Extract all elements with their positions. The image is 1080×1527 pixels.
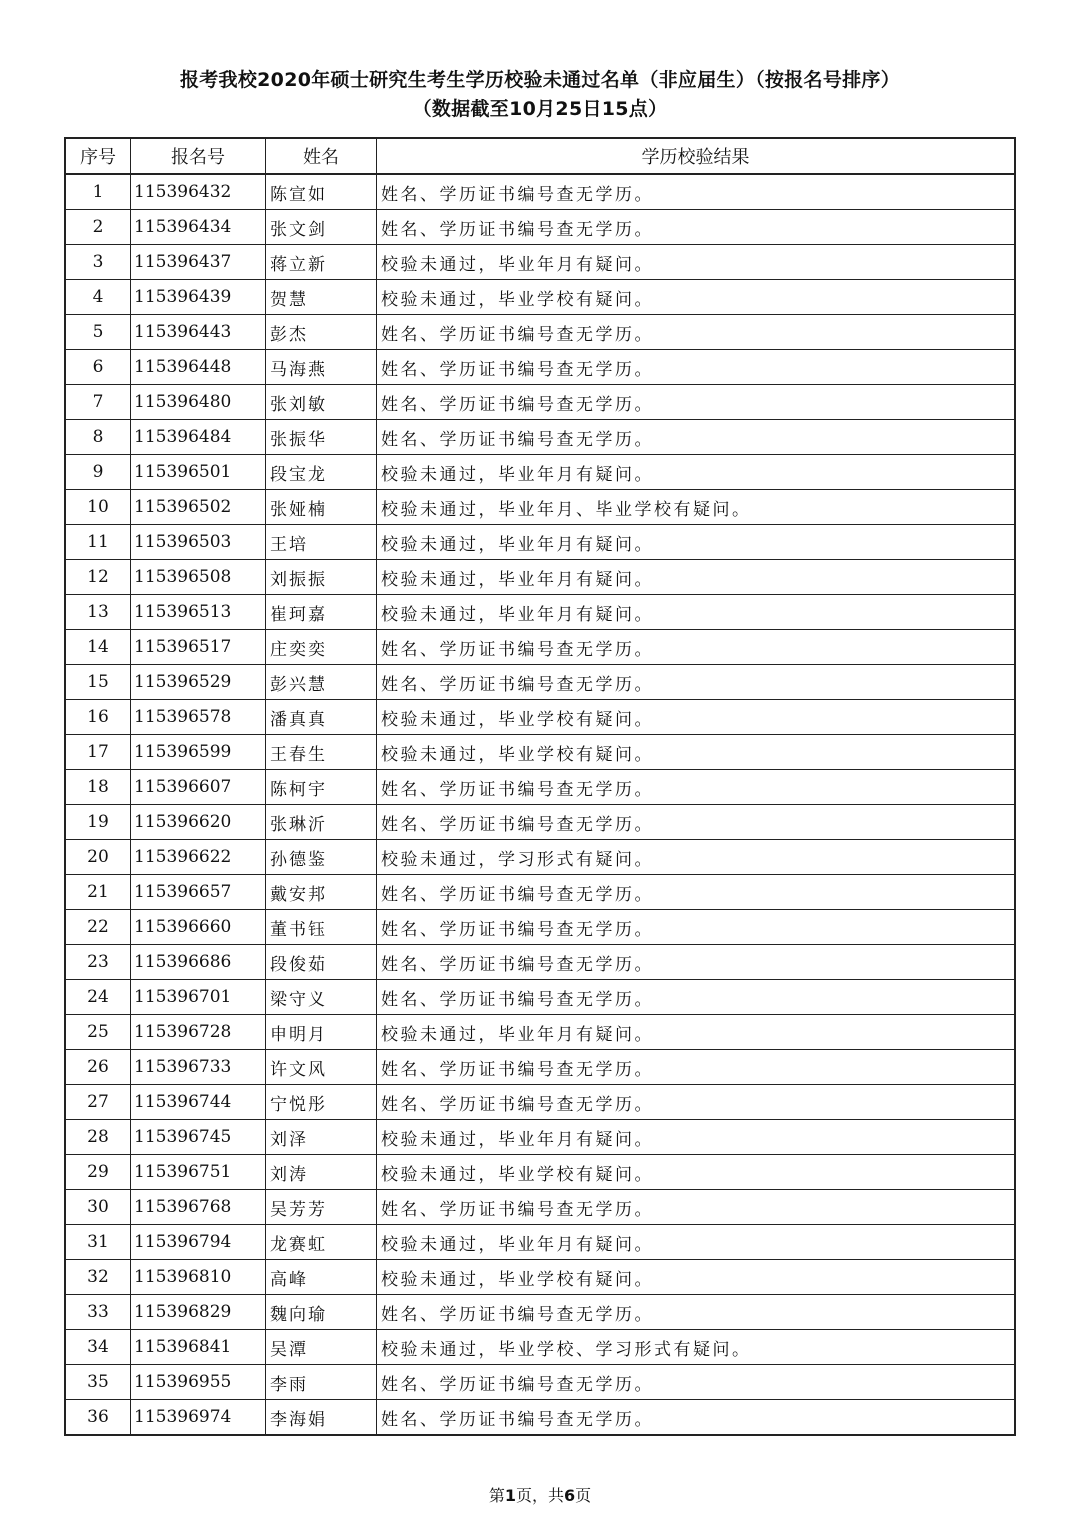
footer-total-pages: 6 <box>564 1486 576 1505</box>
footer-suffix: 页 <box>575 1486 592 1505</box>
table-row <box>65 315 1015 350</box>
document-title <box>0 66 1080 124</box>
row-name: 段俊茹 <box>266 945 377 980</box>
table-row <box>65 1400 1015 1436</box>
table-row <box>65 945 1015 980</box>
table-row <box>65 1050 1015 1085</box>
table-row <box>65 1295 1015 1330</box>
row-reg-number: 115396744 <box>131 1085 266 1120</box>
row-result: 姓名、学历证书编号查无学历。 <box>377 1190 1016 1225</box>
row-reg-number: 115396437 <box>131 245 266 280</box>
row-reg-number: 115396529 <box>131 665 266 700</box>
row-serial: 22 <box>65 910 131 945</box>
row-serial: 32 <box>65 1260 131 1295</box>
row-result: 姓名、学历证书编号查无学历。 <box>377 1085 1016 1120</box>
row-reg-number: 115396829 <box>131 1295 266 1330</box>
row-serial: 17 <box>65 735 131 770</box>
row-reg-number: 115396443 <box>131 315 266 350</box>
footer-middle: 页，共 <box>515 1486 564 1505</box>
row-name: 潘真真 <box>266 700 377 735</box>
row-reg-number: 115396974 <box>131 1400 266 1436</box>
row-serial: 30 <box>65 1190 131 1225</box>
row-name: 刘涛 <box>266 1155 377 1190</box>
row-reg-number: 115396768 <box>131 1190 266 1225</box>
table-row <box>65 1365 1015 1400</box>
row-serial: 16 <box>65 700 131 735</box>
table-row <box>65 420 1015 455</box>
row-serial: 8 <box>65 420 131 455</box>
table-row <box>65 770 1015 805</box>
row-result: 校验未通过，毕业年月有疑问。 <box>377 595 1016 630</box>
table-row <box>65 980 1015 1015</box>
row-serial: 19 <box>65 805 131 840</box>
row-result: 姓名、学历证书编号查无学历。 <box>377 1295 1016 1330</box>
row-result: 校验未通过，毕业年月有疑问。 <box>377 245 1016 280</box>
footer-page-number: 1 <box>504 1486 516 1505</box>
row-serial: 33 <box>65 1295 131 1330</box>
row-name: 梁守义 <box>266 980 377 1015</box>
row-name: 刘振振 <box>266 560 377 595</box>
row-serial: 24 <box>65 980 131 1015</box>
table-row <box>65 875 1015 910</box>
table-row <box>65 350 1015 385</box>
row-name: 吴芳芳 <box>266 1190 377 1225</box>
row-serial: 25 <box>65 1015 131 1050</box>
table-row <box>65 665 1015 700</box>
row-name: 庄奕奕 <box>266 630 377 665</box>
row-name: 彭兴慧 <box>266 665 377 700</box>
row-result: 姓名、学历证书编号查无学历。 <box>377 910 1016 945</box>
row-result: 姓名、学历证书编号查无学历。 <box>377 1050 1016 1085</box>
row-result: 校验未通过，毕业年月有疑问。 <box>377 1120 1016 1155</box>
row-name: 彭杰 <box>266 315 377 350</box>
row-result: 姓名、学历证书编号查无学历。 <box>377 350 1016 385</box>
table-row <box>65 1225 1015 1260</box>
row-reg-number: 115396508 <box>131 560 266 595</box>
table-row <box>65 525 1015 560</box>
row-result: 姓名、学历证书编号查无学历。 <box>377 385 1016 420</box>
row-serial: 2 <box>65 210 131 245</box>
table-row <box>65 1155 1015 1190</box>
row-serial: 21 <box>65 875 131 910</box>
row-reg-number: 115396686 <box>131 945 266 980</box>
result-table <box>64 137 1016 1436</box>
table-row <box>65 490 1015 525</box>
row-serial: 29 <box>65 1155 131 1190</box>
row-name: 张文剑 <box>266 210 377 245</box>
row-name: 李海娟 <box>266 1400 377 1436</box>
row-reg-number: 115396701 <box>131 980 266 1015</box>
row-reg-number: 115396502 <box>131 490 266 525</box>
row-reg-number: 115396751 <box>131 1155 266 1190</box>
row-reg-number: 115396439 <box>131 280 266 315</box>
row-result: 校验未通过，毕业年月有疑问。 <box>377 1015 1016 1050</box>
row-reg-number: 115396657 <box>131 875 266 910</box>
row-serial: 12 <box>65 560 131 595</box>
table-row <box>65 1015 1015 1050</box>
table-row <box>65 455 1015 490</box>
table-row <box>65 595 1015 630</box>
title-line-1: 报考我校2020年硕士研究生考生学历校验未通过名单（非应届生）（按报名号排序） <box>179 69 901 91</box>
row-result: 校验未通过，毕业学校有疑问。 <box>377 700 1016 735</box>
row-reg-number: 115396810 <box>131 1260 266 1295</box>
row-serial: 9 <box>65 455 131 490</box>
row-serial: 7 <box>65 385 131 420</box>
table-row <box>65 1120 1015 1155</box>
row-reg-number: 115396607 <box>131 770 266 805</box>
page-footer <box>0 1483 1080 1506</box>
row-serial: 3 <box>65 245 131 280</box>
row-result: 校验未通过，毕业年月、毕业学校有疑问。 <box>377 490 1016 525</box>
row-serial: 20 <box>65 840 131 875</box>
row-name: 戴安邦 <box>266 875 377 910</box>
row-result: 姓名、学历证书编号查无学历。 <box>377 630 1016 665</box>
table-row <box>65 910 1015 945</box>
table-row <box>65 1085 1015 1120</box>
row-name: 张琳沂 <box>266 805 377 840</box>
row-result: 校验未通过，学习形式有疑问。 <box>377 840 1016 875</box>
row-result: 校验未通过，毕业年月有疑问。 <box>377 560 1016 595</box>
table-row <box>65 174 1015 210</box>
table-row <box>65 1260 1015 1295</box>
row-serial: 34 <box>65 1330 131 1365</box>
row-result: 校验未通过，毕业年月有疑问。 <box>377 1225 1016 1260</box>
table-row <box>65 210 1015 245</box>
row-result: 姓名、学历证书编号查无学历。 <box>377 875 1016 910</box>
row-name: 马海燕 <box>266 350 377 385</box>
row-name: 许文风 <box>266 1050 377 1085</box>
row-result: 姓名、学历证书编号查无学历。 <box>377 980 1016 1015</box>
row-serial: 13 <box>65 595 131 630</box>
table-row <box>65 805 1015 840</box>
row-name: 龙赛虹 <box>266 1225 377 1260</box>
row-name: 张刘敏 <box>266 385 377 420</box>
row-name: 张振华 <box>266 420 377 455</box>
row-reg-number: 115396794 <box>131 1225 266 1260</box>
table-row <box>65 245 1015 280</box>
row-name: 宁悦彤 <box>266 1085 377 1120</box>
row-result: 校验未通过，毕业学校、学习形式有疑问。 <box>377 1330 1016 1365</box>
row-result: 校验未通过，毕业学校有疑问。 <box>377 1260 1016 1295</box>
row-serial: 36 <box>65 1400 131 1436</box>
row-result: 姓名、学历证书编号查无学历。 <box>377 210 1016 245</box>
row-reg-number: 115396745 <box>131 1120 266 1155</box>
title-line-2: （数据截至10月25日15点） <box>412 98 668 120</box>
row-reg-number: 115396517 <box>131 630 266 665</box>
row-name: 魏向瑜 <box>266 1295 377 1330</box>
row-reg-number: 115396503 <box>131 525 266 560</box>
row-result: 校验未通过，毕业年月有疑问。 <box>377 455 1016 490</box>
row-reg-number: 115396434 <box>131 210 266 245</box>
row-reg-number: 115396728 <box>131 1015 266 1050</box>
row-reg-number: 115396513 <box>131 595 266 630</box>
header-serial: 序号 <box>65 138 131 174</box>
header-name: 姓名 <box>266 138 377 174</box>
row-result: 姓名、学历证书编号查无学历。 <box>377 1365 1016 1400</box>
row-reg-number: 115396841 <box>131 1330 266 1365</box>
row-result: 校验未通过，毕业学校有疑问。 <box>377 735 1016 770</box>
header-result: 学历校验结果 <box>377 138 1016 174</box>
row-name: 高峰 <box>266 1260 377 1295</box>
row-result: 姓名、学历证书编号查无学历。 <box>377 805 1016 840</box>
row-name: 刘泽 <box>266 1120 377 1155</box>
row-result: 校验未通过，毕业学校有疑问。 <box>377 280 1016 315</box>
header-reg-number: 报名号 <box>131 138 266 174</box>
row-name: 王培 <box>266 525 377 560</box>
row-name: 吴潭 <box>266 1330 377 1365</box>
row-serial: 1 <box>65 174 131 210</box>
row-reg-number: 115396733 <box>131 1050 266 1085</box>
row-reg-number: 115396448 <box>131 350 266 385</box>
row-serial: 18 <box>65 770 131 805</box>
row-serial: 10 <box>65 490 131 525</box>
row-serial: 31 <box>65 1225 131 1260</box>
row-result: 姓名、学历证书编号查无学历。 <box>377 1400 1016 1436</box>
table-row <box>65 560 1015 595</box>
row-name: 董书钰 <box>266 910 377 945</box>
row-reg-number: 115396622 <box>131 840 266 875</box>
row-reg-number: 115396480 <box>131 385 266 420</box>
row-result: 姓名、学历证书编号查无学历。 <box>377 315 1016 350</box>
table-row <box>65 840 1015 875</box>
table-row <box>65 1330 1015 1365</box>
row-name: 段宝龙 <box>266 455 377 490</box>
row-serial: 11 <box>65 525 131 560</box>
row-reg-number: 115396484 <box>131 420 266 455</box>
table-row <box>65 385 1015 420</box>
row-name: 陈柯宇 <box>266 770 377 805</box>
row-serial: 5 <box>65 315 131 350</box>
row-reg-number: 115396620 <box>131 805 266 840</box>
table-body <box>65 174 1015 1435</box>
table-row <box>65 630 1015 665</box>
row-serial: 27 <box>65 1085 131 1120</box>
row-name: 陈宣如 <box>266 174 377 210</box>
row-name: 崔珂嘉 <box>266 595 377 630</box>
row-result: 姓名、学历证书编号查无学历。 <box>377 174 1016 210</box>
row-serial: 15 <box>65 665 131 700</box>
table-row <box>65 1190 1015 1225</box>
row-serial: 23 <box>65 945 131 980</box>
row-name: 李雨 <box>266 1365 377 1400</box>
row-result: 姓名、学历证书编号查无学历。 <box>377 770 1016 805</box>
row-reg-number: 115396432 <box>131 174 266 210</box>
row-reg-number: 115396501 <box>131 455 266 490</box>
row-result: 姓名、学历证书编号查无学历。 <box>377 420 1016 455</box>
table-row <box>65 280 1015 315</box>
row-name: 孙德鉴 <box>266 840 377 875</box>
row-reg-number: 115396955 <box>131 1365 266 1400</box>
row-serial: 28 <box>65 1120 131 1155</box>
row-result: 姓名、学历证书编号查无学历。 <box>377 665 1016 700</box>
row-serial: 6 <box>65 350 131 385</box>
row-result: 姓名、学历证书编号查无学历。 <box>377 945 1016 980</box>
row-serial: 4 <box>65 280 131 315</box>
row-result: 校验未通过，毕业学校有疑问。 <box>377 1155 1016 1190</box>
footer-prefix: 第 <box>488 1486 505 1505</box>
row-name: 张娅楠 <box>266 490 377 525</box>
table-header-row <box>65 138 1015 174</box>
row-name: 申明月 <box>266 1015 377 1050</box>
row-name: 王春生 <box>266 735 377 770</box>
row-serial: 26 <box>65 1050 131 1085</box>
row-name: 贺慧 <box>266 280 377 315</box>
row-reg-number: 115396599 <box>131 735 266 770</box>
row-serial: 35 <box>65 1365 131 1400</box>
row-serial: 14 <box>65 630 131 665</box>
table-row <box>65 700 1015 735</box>
row-name: 蒋立新 <box>266 245 377 280</box>
row-result: 校验未通过，毕业年月有疑问。 <box>377 525 1016 560</box>
table-row <box>65 735 1015 770</box>
row-reg-number: 115396578 <box>131 700 266 735</box>
row-reg-number: 115396660 <box>131 910 266 945</box>
